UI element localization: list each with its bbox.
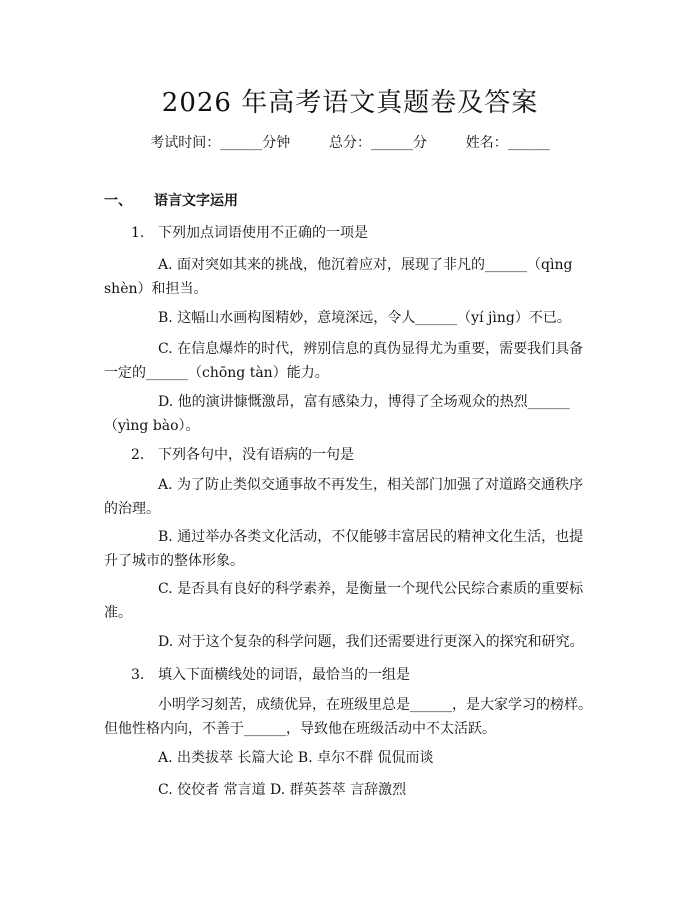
- question-number: 1.: [131, 225, 145, 241]
- exam-time-label: 考试时间：______分钟: [150, 135, 291, 151]
- question-number: 2.: [131, 447, 145, 463]
- section-title: 语言文字运用: [154, 193, 238, 209]
- question-number: 3.: [131, 667, 145, 683]
- exam-meta: [0, 132, 700, 152]
- question-1-option-c: C. 在信息爆炸的时代，辨别信息的真伪显得尤为重要，需要我们具备一定的______（chōng tàn）能力。: [104, 341, 584, 381]
- question-3-passage: 小明学习刻苦，成绩优异，在班级里总是______，是大家学习的榜样。但他性格内向，不善于______，导致他在班级活动中不太活跃。: [104, 697, 592, 737]
- question-1-option-d: D. 他的演讲慷慨激昂，富有感染力，博得了全场观众的热烈______（yìng bào）。: [104, 394, 570, 434]
- question-3-options-ab: A. 出类拔萃 长篇大论 B. 卓尔不群 侃侃而谈: [158, 750, 434, 766]
- total-score-label: 总分：______分: [329, 135, 427, 151]
- question-1-stem: [131, 222, 368, 242]
- question-3-stem: [131, 664, 410, 684]
- question-text: 填入下面横线处的词语，最恰当的一组是: [158, 667, 410, 683]
- section-number: 一、: [104, 193, 132, 209]
- question-2-stem: [131, 444, 354, 464]
- question-3-options-cd: C. 佼佼者 常言道 D. 群英荟萃 言辞激烈: [158, 782, 407, 798]
- question-text: 下列加点词语使用不正确的一项是: [158, 225, 368, 241]
- question-1-option-a: A. 面对突如其来的挑战，他沉着应对，展现了非凡的______（qìng shèn）和担当。: [104, 257, 573, 297]
- question-2-option-d: D. 对于这个复杂的科学问题，我们还需要进行更深入的探究和研究。: [158, 634, 584, 650]
- page-title: 2026 年高考语文真题卷及答案: [161, 88, 539, 118]
- question-text: 下列各句中，没有语病的一句是: [158, 447, 354, 463]
- student-name-label: 姓名：______: [465, 135, 550, 151]
- section-heading: [104, 190, 238, 210]
- question-2-option-b: B. 通过举办各类文化活动，不仅能够丰富居民的精神文化生活，也提升了城市的整体形象。: [104, 529, 584, 569]
- question-2-option-a: A. 为了防止类似交通事故不再发生，相关部门加强了对道路交通秩序的治理。: [104, 477, 584, 517]
- question-2-option-c: C. 是否具有良好的科学素养，是衡量一个现代公民综合素质的重要标准。: [104, 581, 584, 621]
- question-1-option-b: B. 这幅山水画构图精妙，意境深远，令人______（yí jìng）不已。: [158, 310, 571, 326]
